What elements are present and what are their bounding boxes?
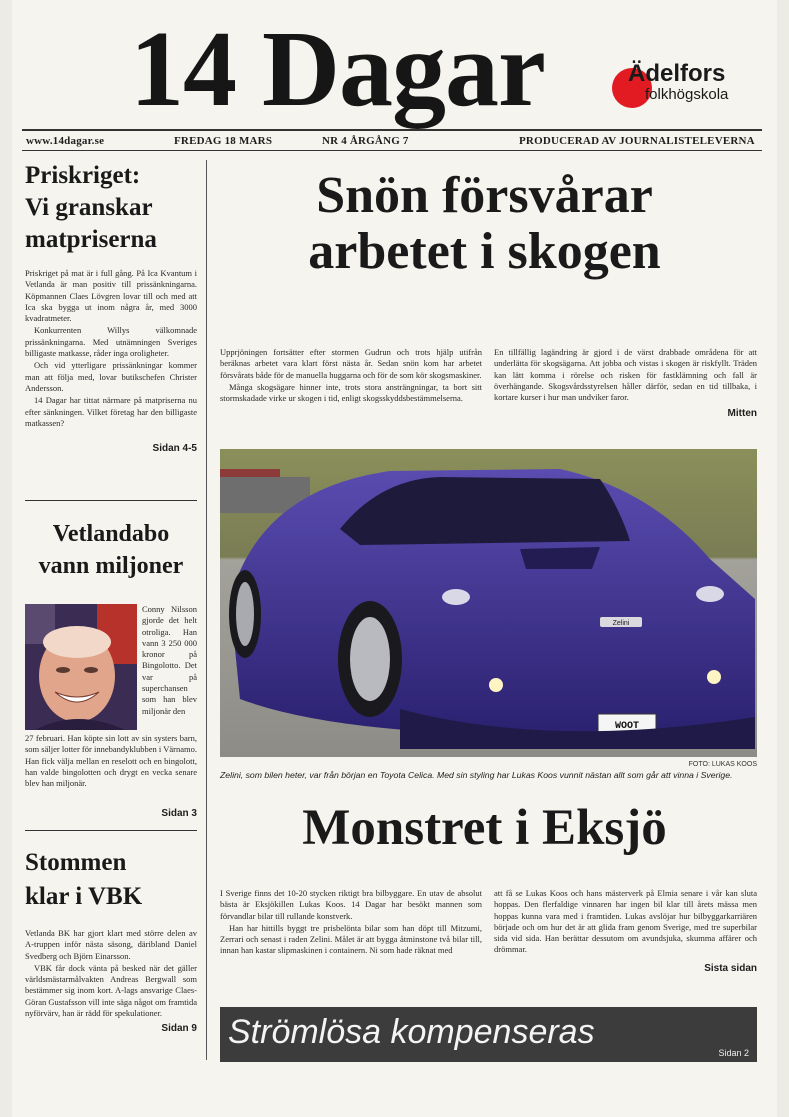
stommen-heading [25,846,197,914]
stommen-heading-line-2: klar i VBK [25,883,143,910]
sidebar-article-priskriget [25,160,197,454]
main-story-page-ref[interactable]: Mitten [727,408,757,419]
stommen-paragraph-1: Vetlanda BK har gjort klart med större delen av A-truppen inför nästa säsong, däribland Daniel Svedberg och Björn Einarsson. [25,928,197,961]
photo-caption: Zelini, som bilen heter, var från början en Toyota Celica. Med sin styling har Lukas Koos vunnit nästan allt som går att vinna i Sverige. [220,770,733,780]
priskriget-heading-line-3: matpriserna [25,226,157,253]
sidebar-divider-1 [25,500,197,501]
priskriget-paragraph-2: Konkurrenten Willys välkomnade prissänkningarna. Med utnämningen Sveriges billigaste matkasse, råder inga oroligheter. [25,325,197,359]
sidebar-article-stommen [25,846,197,1034]
vetlandabo-page-ref[interactable]: Sidan 3 [161,808,197,819]
second-story-col-1 [220,888,482,958]
photo-credit: FOTO: LUKAS KOOS [688,761,757,768]
main-story-col-2 [494,347,757,404]
car-photo [220,449,757,757]
second-headline: Monstret i Eksjö [302,800,667,856]
priskriget-body [25,268,197,429]
vetlandabo-heading-line-1: Vetlandabo [52,521,170,547]
priskriget-heading-line-1: Priskriget: [25,162,141,189]
sidebar-divider-2 [25,830,197,831]
main-story-col-2-paragraph-1: En tillfällig lagändring är gjord i de värst drabbade områdena för att underlätta för skogsägarna. Att jobba och vistas i skogen är riskfyllt. Träden kan lätt komma i rörelse och risken för fastklämning och fall är överhängande. Skogsvårdsstyrelsen håller därför, sedan en tid tillbaka, i kortare kurser i hur man undviker faror. [494,347,757,403]
stommen-page-ref[interactable]: Sidan 9 [161,1023,197,1035]
priskriget-paragraph-4: 14 Dagar har tittat närmare på matpriserna nu efter sänkningen. Vilket företag har den billigaste matkassen? [25,395,197,428]
logo-line-1: Ädelfors [628,60,726,87]
license-plate: WOOT [614,721,640,732]
main-story-col-1-paragraph-1: Upprjöningen fortsätter efter stormen Gudrun och trots hjälp utifrån beräknas arbetet vara klart först nästa år. Sedan snön kom har arbetet försvårats både för de manuella huggarna och för de som kör skogsmaskiner. [220,347,482,380]
vetlandabo-body-top: Conny Nilsson gjorde det helt otroliga. Han vann 3 250 000 kronor på Bingolotto. Det var på superchansen som han blev miljonär den [142,604,197,716]
second-story-col-2-paragraph-1: att få se Lukas Koos och hans mästerverk på Elmia senare i vår kan sluta hoppas. Den flerfaldige vinnaren har ingen bil klar till årets mässa men hoppas kunna vara med i framtiden. Lukas avslöjar hur bilbyggarkarriären började och om hur det är att glida fram genom Sverige, med tre superbilar sida vid sida. Han berättar dessutom om avundsjuka, skumma affärer och drömmar. [494,888,757,955]
car-badge: Zelini [612,620,630,627]
masthead-rule-bottom [22,150,762,151]
sidebar-article-vetlandabo [25,518,197,582]
newspaper-page [12,0,777,1117]
second-story-col-1-paragraph-1: I Sverige finns det 10-20 stycken riktigt bra bilbyggare. En utav de absolut bästa är Eksjökillen Lukas Koos. 14 Dagar har besökt mannen som förvandlar bilar till rullande konstverk. [220,888,482,921]
stommen-heading-line-1: Stommen [25,849,127,876]
column-divider [206,160,207,1060]
main-story-col-1-paragraph-2: Många skogsägare hinner inte, trots stora ansträngningar, ta bort sitt stormskadade virke ur skogen i tid, enligt skogsskyddsbestämmelserna. [220,381,482,404]
conny-nilsson-portrait [25,604,137,730]
priskriget-heading [25,160,197,256]
main-headline-line-2: arbetet i skogen [308,223,661,280]
main-headline [212,168,757,280]
second-story-col-1-paragraph-2: Han har hittills byggt tre prisbelönta bilar som han döpt till Mitzumi, Zerrari och senast i raden Zelini. Målet är att bygga åtminstone två bilar till, innan han kastar slipmaskinen i containern. Ni som hade räknat med [220,922,482,956]
priskriget-paragraph-1: Priskriget på mat är i full gång. På Ica Kvantum i Vetlanda är man positiv till prissänkningarna. Köpmannen Claes Lövgren lovar till och med att Ica ska bygga ut inom några år, med 3000 kvadratmeter. [25,268,197,324]
stommen-body [25,928,197,1019]
logo-line-2: folkhögskola [645,86,729,103]
second-story-page-ref[interactable]: Sista sidan [704,963,757,974]
main-headline-line-1: Snön försvårar [316,167,653,224]
teaser-page-ref: Sidan 2 [718,1048,749,1058]
priskriget-paragraph-3: Och vid ytterligare prissänkningar kommer man att följa med, lovar butikschefen Christer Andersson. [25,360,197,393]
teaser-headline: Strömlösa kompenseras [228,1013,595,1051]
vetlandabo-heading [25,518,197,582]
priskriget-page-ref[interactable]: Sidan 4-5 [152,443,197,455]
priskriget-heading-line-2: Vi granskar [25,194,153,221]
second-story-col-2 [494,888,757,957]
stommen-paragraph-2: VBK får dock vänta på besked när det gäller världsmästarmålvakten Andreas Bergwall som bestämmer sig inom kort. A-lags ansvarige Claes-Göran Gustafsson vill inte säga något om framtida nyförvärv, han är rädd för spekulationer. [25,962,197,1019]
main-story-col-1 [220,347,482,405]
producer-line: PRODUCERAD AV JOURNALISTELEVERNA [519,135,755,147]
masthead-rule-top [22,129,762,131]
teaser-box[interactable] [220,1007,757,1062]
masthead-title: 14 Dagar [130,10,545,129]
issue-number: NR 4 ÅRGÅNG 7 [322,135,409,147]
vetlandabo-heading-line-2: vann miljoner [38,553,184,579]
vetlandabo-body-bottom: 27 februari. Han köpte sin lott av sin systers barn, som säljer lotter för innebandyklubben i Värnamo. Han fick välja mellan en reselott och en bingolott, han valde bingolotten och drygt en vecka senare blev han miljonär. [25,733,197,789]
issue-date: FREDAG 18 MARS [174,135,273,147]
school-logo [612,60,762,120]
website-link[interactable]: www.14dagar.se [26,135,105,147]
